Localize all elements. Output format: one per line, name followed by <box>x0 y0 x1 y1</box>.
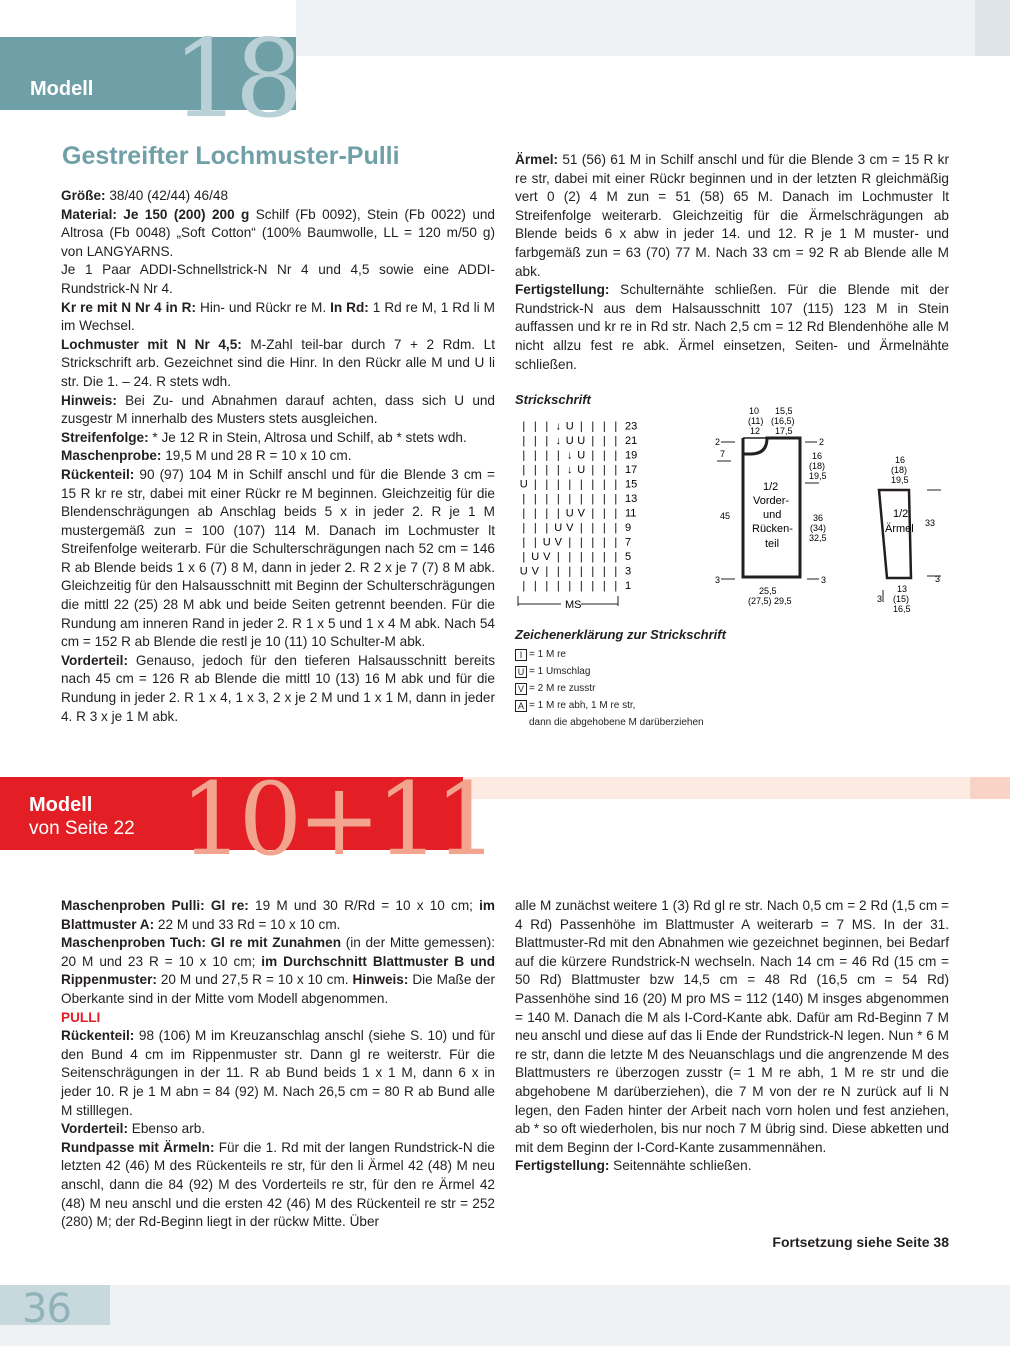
chart-stitch: ↓ <box>567 449 573 462</box>
chart-stitch: | <box>579 551 583 563</box>
chart-stitch: ↓ <box>555 420 561 433</box>
chart-stitch: | <box>533 522 537 534</box>
svg-text:16,5: 16,5 <box>893 604 911 614</box>
svg-text:3: 3 <box>821 575 827 585</box>
chart-stitch: | <box>556 478 560 491</box>
chart-stitch: | <box>522 464 526 476</box>
yarn-over-symbol-icon: U <box>515 666 527 678</box>
chart-stitch: | <box>522 551 526 563</box>
model-18-number: 18 <box>172 17 298 142</box>
chart-stitch: | <box>556 464 560 476</box>
chart-ms-label: MS <box>565 599 582 611</box>
chart-stitch: | <box>533 464 537 476</box>
chart-stitch: V <box>566 522 574 534</box>
chart-stitch: | <box>614 551 618 563</box>
chart-stitch: | <box>614 449 618 462</box>
chart-stitch: U <box>565 435 574 447</box>
chart-stitch: V <box>531 565 539 578</box>
knit-symbol-icon: I <box>515 649 527 661</box>
knitting-chart <box>515 414 645 614</box>
chart-stitch: | <box>533 420 537 433</box>
svg-text:(34): (34) <box>810 523 827 533</box>
svg-text:Ärmel: Ärmel <box>885 523 914 535</box>
chart-stitch: | <box>568 536 572 549</box>
pulli-heading: PULLI <box>61 1009 101 1025</box>
svg-text:33: 33 <box>925 518 936 528</box>
chart-stitch: | <box>545 420 549 433</box>
svg-text:15,5: 15,5 <box>775 406 793 416</box>
svg-text:10: 10 <box>749 406 760 416</box>
chart-stitch: | <box>556 507 560 520</box>
svg-text:16: 16 <box>895 455 906 465</box>
svg-text:32,5: 32,5 <box>809 533 827 543</box>
chart-stitch: | <box>556 449 560 462</box>
chart-stitch: ↓ <box>567 464 573 476</box>
legend-item: A = 1 M re abh, 1 M re str, <box>515 697 704 714</box>
chart-stitch: | <box>568 580 572 592</box>
sleeve-schematic <box>865 450 955 620</box>
chart-row-number: 7 <box>625 536 632 549</box>
chart-stitch: | <box>591 449 595 462</box>
chart-row-number: 5 <box>625 551 632 563</box>
svg-text:7: 7 <box>720 449 726 459</box>
model-1011-number: 10+11 <box>180 761 494 878</box>
chart-stitch: | <box>591 420 595 433</box>
chart-stitch: | <box>533 478 537 491</box>
svg-text:(18): (18) <box>891 465 908 475</box>
chart-stitch: | <box>545 493 549 505</box>
legend-item: U = 1 Umschlag <box>515 663 704 680</box>
model-1011-instructions-right: alle M zunächst weitere 1 (3) Rd gl re str. Nach 0,5 cm = 2 Rd (1,5 cm = 4 Rd) Passenhöhe im Blattmuster A weiterarb = 7 MS. In der 31. Blattmuster-Rd mit den Abnahmen wie gezeichnet beginnen, bei Bedarf auf die kürzere Rundstrick-N wechseln. Nach 14 cm = 46 Rd (15 cm = 50 Rd) Blattmuster bzw 14,5 cm = 48 Rd (16,5 cm = 54 Rd) Passenhöhe sind 16 (20) M pro MS = 112 (140) M insges abgenommen = 140 M. Danach die M als I-Cord-Kante abk. Dafür am Rd-Beginn 7 M neu anschl und diese auf das li Ende der Rundstrick-N legen. Nun * 6 M re str, dann die letzte M des Neuanschlags und die angrenzende M des Blattmusters re überzogen zusstr (= 1 M re abh, 1 M re str und die abgehobene M darüberziehen), die 7 M von der re N zurück auf li N legen, den Faden hinter der Arbeit nach vorn holen und fest anziehen, ab * so oft wiederholen, bis nur noch 7 M übrig sind. Diese abketten und mit dem Beginn der I-Cord-Kante zusammennähen. Fertigstellung: Seitennähte schließen. <box>515 898 949 1174</box>
legend-item-continued: dann die abgehobene M darüberziehen <box>529 717 704 728</box>
chart-stitch: | <box>614 478 618 491</box>
svg-text:1/2: 1/2 <box>763 481 779 493</box>
chart-stitch: | <box>522 536 526 549</box>
model-18-label: Modell <box>30 78 94 100</box>
chart-stitch: | <box>602 420 606 433</box>
svg-text:(27,5) 29,5: (27,5) 29,5 <box>748 596 792 606</box>
chart-stitch: | <box>522 507 526 520</box>
chart-stitch: | <box>602 449 606 462</box>
chart-stitch: | <box>533 449 537 462</box>
model-1011-label: Modell <box>29 794 93 816</box>
chart-stitch: | <box>579 522 583 534</box>
chart-stitch: | <box>591 565 595 578</box>
chart-stitch: | <box>545 478 549 491</box>
chart-stitch: | <box>579 493 583 505</box>
k2tog-symbol-icon: V <box>515 683 527 695</box>
chart-stitch: U <box>577 464 586 476</box>
chart-stitch: | <box>522 449 526 462</box>
model-18-instructions-right: Ärmel: 51 (56) 61 M in Schilf anschl und für die Blende 3 cm = 15 R kr re str, dabei mit einer Rückr beginnen und in der letzten R gleichmäßig vert 0 (2) 4 M zun = 51 (58) 65 M. Danach im Lochmuster lt Streifenfolge weiterarb. Gleichzeitig für die Ärmelschrägungen ab Blende beids 6 x abw in jeder 14. und 12. R je 1 M muster- und farbgemäß zun = 63 (70) 77 M. Nach 33 cm = 92 R ab Blende alle M abk. Fertigstellung: Schulternähte schließen. Für die Blende mit der Rundstrick-N aus dem Halsausschnitt 107 (115) 123 M in Stein auffassen und kr re in Rd str. Nach 2,5 cm = 12 Rd Blendenhöhe alle M nicht allzu fest re abk. Ärmel einsetzen, Seiten- und Ärmelnähte schließen. <box>515 152 949 372</box>
svg-text:(16,5): (16,5) <box>771 416 795 426</box>
svg-text:3: 3 <box>715 575 721 585</box>
chart-stitch: | <box>579 420 583 433</box>
chart-stitch: | <box>545 464 549 476</box>
svg-text:2: 2 <box>819 437 825 447</box>
svg-text:teil: teil <box>765 538 780 550</box>
chart-stitch: | <box>602 493 606 505</box>
chart-stitch: | <box>568 493 572 505</box>
chart-stitch: | <box>533 580 537 592</box>
chart-stitch: | <box>614 536 618 549</box>
chart-stitch: V <box>543 551 551 563</box>
chart-stitch: | <box>533 493 537 505</box>
chart-stitch: | <box>591 478 595 491</box>
chart-stitch: | <box>579 536 583 549</box>
svg-text:12: 12 <box>750 426 761 436</box>
chart-stitch: | <box>545 435 549 447</box>
chart-stitch: | <box>533 435 537 447</box>
chart-stitch: | <box>602 522 606 534</box>
chart-stitch: | <box>602 565 606 578</box>
svg-text:2: 2 <box>715 437 721 447</box>
chart-stitch: | <box>602 464 606 476</box>
svg-text:17,5: 17,5 <box>775 426 793 436</box>
chart-stitch: | <box>579 565 583 578</box>
svg-text:13: 13 <box>897 584 908 594</box>
chart-stitch: V <box>554 536 562 549</box>
chart-stitch: | <box>591 580 595 592</box>
svg-text:(18): (18) <box>809 461 826 471</box>
chart-stitch: | <box>591 507 595 520</box>
svg-text:16: 16 <box>812 451 823 461</box>
chart-stitch: | <box>522 580 526 592</box>
chart-stitch: U <box>519 565 528 578</box>
chart-stitch: | <box>614 435 618 447</box>
chart-stitch: | <box>533 536 537 549</box>
chart-stitch: | <box>602 580 606 592</box>
chart-stitch: U <box>554 522 563 534</box>
svg-text:25,5: 25,5 <box>759 586 777 596</box>
legend-item: I = 1 M re <box>515 646 704 663</box>
chart-stitch: | <box>522 493 526 505</box>
chart-stitch: | <box>591 493 595 505</box>
chart-row-numbers <box>625 421 637 593</box>
body-schematic <box>705 402 845 612</box>
chart-stitch: | <box>602 435 606 447</box>
chart-stitch: | <box>579 580 583 592</box>
chart-stitch: | <box>614 464 618 476</box>
chart-stitch: U <box>542 536 551 549</box>
chart-stitch: | <box>545 449 549 462</box>
chart-stitch: | <box>556 551 560 563</box>
chart-stitch: | <box>614 420 618 433</box>
svg-text:19,5: 19,5 <box>809 471 827 481</box>
chart-stitch: | <box>568 478 572 491</box>
chart-stitch: | <box>602 536 606 549</box>
model-1011-instructions-left: Maschenproben Pulli: Gl re: 19 M und 30 R/Rd = 10 x 10 cm; im Blattmuster A: 22 M und 33 Rd = 10 x 10 cm. Maschenproben Tuch: Gl re mit Zunahmen (in der Mitte gemessen): 20 M und 23 R = 10 x 10 cm; im Durchschnitt Blattmuster B und Rippenmuster: 20 M und 27,5 R = 10 x 10 cm. Hinweis: Die Maße der Oberkante sind in der Mitte vom Modell abgenommen. PULLI Rückenteil: 98 (106) M im Kreuzanschlag anschl (siehe S. 10) und für den Bund 4 cm im Rippenmuster str. Dann gl re weiterstr. Für die Seitenschrägungen in der 11. R ab Bund beids 1 x 1 M, dann 6 x in jeder 10. R je 1 M abn = 84 (92) M. Nach 26,5 cm = 80 R ab Bund alle M stilllegen. Vorderteil: Ebenso arb. Rundpasse mit Ärmeln: Für die 1. Rd mit der langen Rundstrick-N die letzten 42 (46) M des Rückenteils re str, für den li Ärmel 42 (48) M neu anschl, dann die 84 (92) M des Vorderteils re str, für den re Ärmel 42 (48) M neu anschl und die ersten 42 (46) M des Rückenteil re str = 252 (280) M; der Rd-Beginn liegt in der rückw Mitte. Über <box>61 898 496 1230</box>
chart-stitch: | <box>602 478 606 491</box>
chart-grid <box>520 421 617 593</box>
chart-row-number: 1 <box>625 580 632 592</box>
page-number: 36 <box>22 1286 71 1332</box>
chart-stitch: | <box>545 507 549 520</box>
top-strip <box>296 0 1010 56</box>
chart-row-number: 15 <box>625 478 638 491</box>
chart-stitch: | <box>545 580 549 592</box>
model-1011-page-ref: von Seite 22 <box>29 818 135 839</box>
chart-stitch: | <box>614 565 618 578</box>
svg-text:Rücken-: Rücken- <box>752 523 793 535</box>
skp-symbol-icon: A <box>515 700 527 712</box>
chart-stitch: | <box>545 565 549 578</box>
chart-stitch: | <box>568 565 572 578</box>
chart-title: Strickschrift <box>515 392 591 407</box>
chart-stitch: | <box>556 580 560 592</box>
legend-title: Zeichenerklärung zur Strickschrift <box>515 627 726 642</box>
svg-text:36: 36 <box>813 513 824 523</box>
svg-text:19,5: 19,5 <box>891 475 909 485</box>
chart-stitch: | <box>614 522 618 534</box>
chart-stitch: | <box>556 493 560 505</box>
model-1011-strip-accent <box>970 777 1010 799</box>
chart-row-number: 9 <box>625 522 632 534</box>
chart-legend <box>515 646 704 731</box>
chart-row-number: 13 <box>625 493 638 505</box>
chart-stitch: U <box>519 478 528 491</box>
chart-stitch: | <box>533 507 537 520</box>
chart-row-number: 3 <box>625 565 632 578</box>
chart-stitch: | <box>545 522 549 534</box>
chart-row-number: 17 <box>625 464 638 476</box>
model-1011-strip <box>463 777 1010 799</box>
svg-text:3: 3 <box>877 594 883 604</box>
chart-stitch: U <box>565 507 574 520</box>
top-strip-accent <box>975 0 1010 56</box>
model-18-title: Gestreifter Lochmuster-Pulli <box>62 142 400 170</box>
chart-stitch: | <box>591 536 595 549</box>
chart-stitch: | <box>568 551 572 563</box>
chart-stitch: U <box>531 551 540 563</box>
chart-row-number: 21 <box>625 435 638 447</box>
svg-text:3: 3 <box>935 574 941 584</box>
chart-stitch: | <box>579 478 583 491</box>
model-18-instructions-left: Größe: 38/40 (42/44) 46/48 Material: Je 150 (200) 200 g Schilf (Fb 0092), Stein (Fb 0022) und Altrosa (Fb 0048) „Soft Cotton“ (100% Baumwolle, LL = 120 m/50 g) von LANGYARNS. Je 1 Paar ADDI-Schnellstrick-N Nr 4 und 4,5 sowie eine ADDI-Rundstrick-N Nr 4. Kr re mit N Nr 4 in R: Hin- und Rückr re M. In Rd: 1 Rd re M, 1 Rd li M im Wechsel. Lochmuster mit N Nr 4,5: M-Zahl teil-bar durch 7 + 2 Rdm. Lt Strickschrift arb. Gezeichnet sind die Hinr. In den Rückr alle M und U li str. Die 1. – 24. R stets wdh. Hinweis: Bei Zu- und Abnahmen darauf achten, dass sich U und zusgestr M innerhalb des Musters stets ausgleichen. Streifenfolge: * Je 12 R in Stein, Altrosa und Schilf, ab * stets wdh. Maschenprobe: 19,5 M und 28 R = 10 x 10 cm. Rückenteil: 90 (97) 104 M in Schilf anschl und für die Blende 3 cm = 15 R kr re str, dabei mit einer Rückr re M beginnen. Gleichzeitig für die Blendenschrägungen ab Anschlag beids 5 x in jeder 2. R je 1 M mustergemäß zun = 100 (107) 114 M. Danach im Lochmuster lt Streifenfolge weiterarb. Für die Schulterschrägungen nach 52 cm = 146 R ab Blende beids 1 x 6 (7) 8 M, dann in jeder 2. R 2 x je 7 (7) 8 M abk. Gleichzeitig für den Halsausschnitt mit Beginn der Schulterschrägungen die mittl 22 (25) 28 M abk und beide Seiten getrennt beenden. Für die Rundung am inneren Rand in jeder 2. R 1 x 5 und 1 x 4 M abk. Nach 54 cm = 152 R ab Blende die restl je 10 (11) 10 Schulter-M abk. Vorderteil: Genauso, jedoch für den tieferen Halsausschnitt bereits nach 45 cm = 126 R ab Blende die mittl 10 (13) 16 M abk und für die Rundung in jeder 2. R 1 x 4, 1 x 3, 2 x je 2 M und 1 x 1 M, dann in jeder 4. R 3 x je 1 M abk. <box>61 188 495 724</box>
chart-stitch: U <box>565 420 574 433</box>
chart-row-number: 23 <box>625 420 638 433</box>
svg-text:45: 45 <box>720 511 731 521</box>
chart-stitch: | <box>602 507 606 520</box>
chart-stitch: | <box>614 507 618 520</box>
chart-stitch: U <box>577 435 586 447</box>
chart-row-number: 19 <box>625 449 638 462</box>
chart-stitch: | <box>614 493 618 505</box>
chart-stitch: V <box>577 507 585 520</box>
chart-stitch: | <box>591 522 595 534</box>
chart-stitch: ↓ <box>555 435 561 447</box>
chart-stitch: | <box>522 522 526 534</box>
chart-stitch: U <box>577 449 586 462</box>
footer-band <box>0 1285 1010 1346</box>
chart-stitch: | <box>591 435 595 447</box>
chart-row-number: 11 <box>625 507 637 520</box>
chart-stitch: | <box>602 551 606 563</box>
svg-text:(11): (11) <box>748 416 764 426</box>
svg-text:(15): (15) <box>893 594 910 604</box>
chart-stitch: | <box>591 551 595 563</box>
chart-stitch: | <box>556 565 560 578</box>
svg-text:1/2: 1/2 <box>893 508 909 520</box>
legend-item: V = 2 M re zusstr <box>515 680 704 697</box>
svg-text:Vorder-: Vorder- <box>753 495 790 507</box>
chart-stitch: | <box>522 420 526 433</box>
svg-text:und: und <box>763 509 782 521</box>
chart-stitch: | <box>522 435 526 447</box>
continuation-note: Fortsetzung siehe Seite 38 <box>772 1234 949 1250</box>
chart-stitch: | <box>614 580 618 592</box>
chart-stitch: | <box>591 464 595 476</box>
